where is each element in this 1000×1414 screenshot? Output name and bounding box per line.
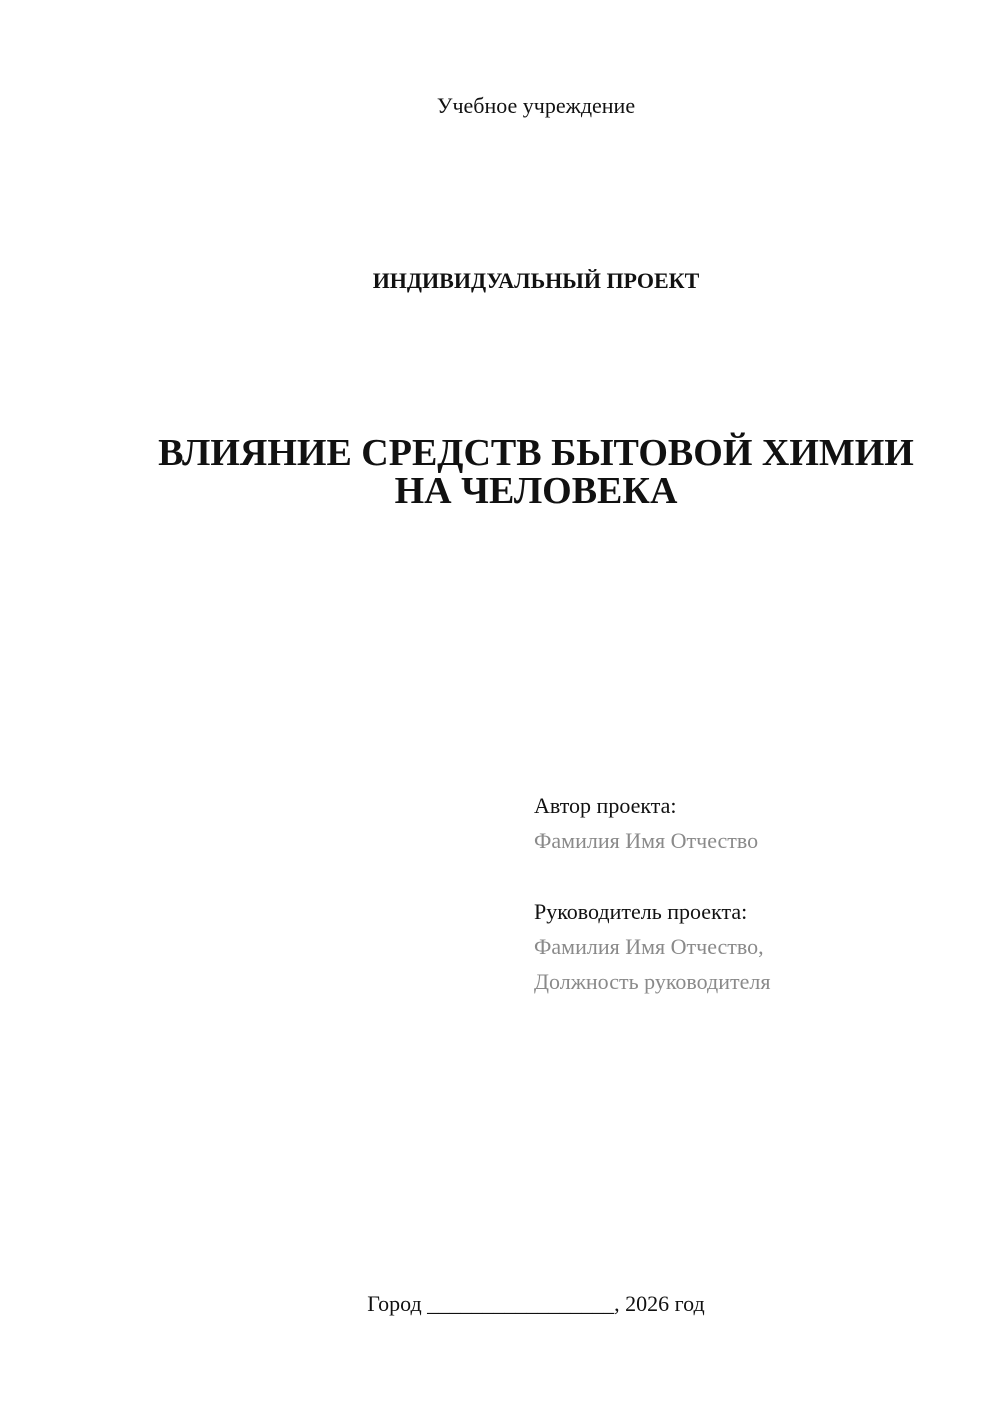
institution-name: Учебное учреждение [436,93,636,118]
title-line-1: ВЛИЯНИЕ СРЕДСТВ БЫТОВОЙ ХИМИИ [158,432,914,474]
title-line-2: НА ЧЕЛОВЕКА [394,470,678,512]
supervisor-label: Руководитель проекта: [534,899,748,924]
supervisor-name: Фамилия Имя Отчество, [534,934,764,959]
participants-spacer [534,858,974,894]
project-type-heading: ИНДИВИДУАЛЬНЫЙ ПРОЕКТ [372,268,700,293]
city-year-line: Город _________________, 2026 год [367,1291,705,1316]
project-participants [534,788,974,999]
supervisor-position: Должность руководителя [534,969,771,994]
document-title [0,434,1000,510]
author-name: Фамилия Имя Отчество [534,828,759,853]
author-label: Автор проекта: [534,793,677,818]
